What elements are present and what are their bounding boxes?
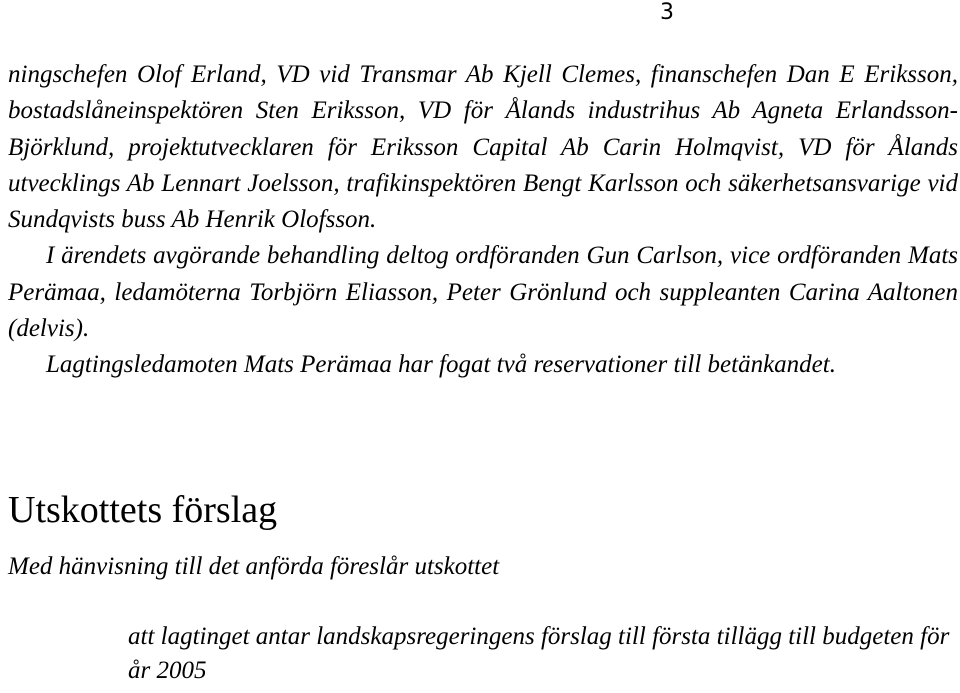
section-heading: Utskottets förslag xyxy=(8,489,278,531)
paragraph-decision-participants: I ärendets avgörande behandling deltog ordföranden Gun Carlson, vice ordföranden Mats Perämaa, ledamöterna Torbjörn Eliasson, Peter Grönlund och suppleanten Carina Aaltonen (delvis). xyxy=(8,242,958,343)
paragraph-hearing-list: ningschefen Olof Erland, VD vid Transmar Ab Kjell Clemes, finanschefen Dan E Eriksson, bostadslåneinspektören Sten Eriksson, VD för Ålands industrihus Ab Agneta Erlandsson-Björklund, projektutvecklaren för Eriksson Capital Ab Carin Holmqvist, VD för Ålands utvecklings Ab Lennart Joelsson, trafikinspektören Bengt Karlsson och säkerhetsansvarige vid Sundqvists buss Ab Henrik Olofsson. xyxy=(8,61,958,234)
page-number: 3 xyxy=(660,0,674,25)
body-text xyxy=(8,57,958,384)
proposal-intro: Med hänvisning till det anförda föreslår utskottet xyxy=(8,553,500,580)
paragraph-reservations: Lagtingsledamoten Mats Perämaa har fogat två reservationer till betänkandet. xyxy=(46,351,836,379)
proposal-item: att lagtinget antar landskapsregeringens förslag till första tillägg till budgeten för år 2005 xyxy=(128,623,950,684)
